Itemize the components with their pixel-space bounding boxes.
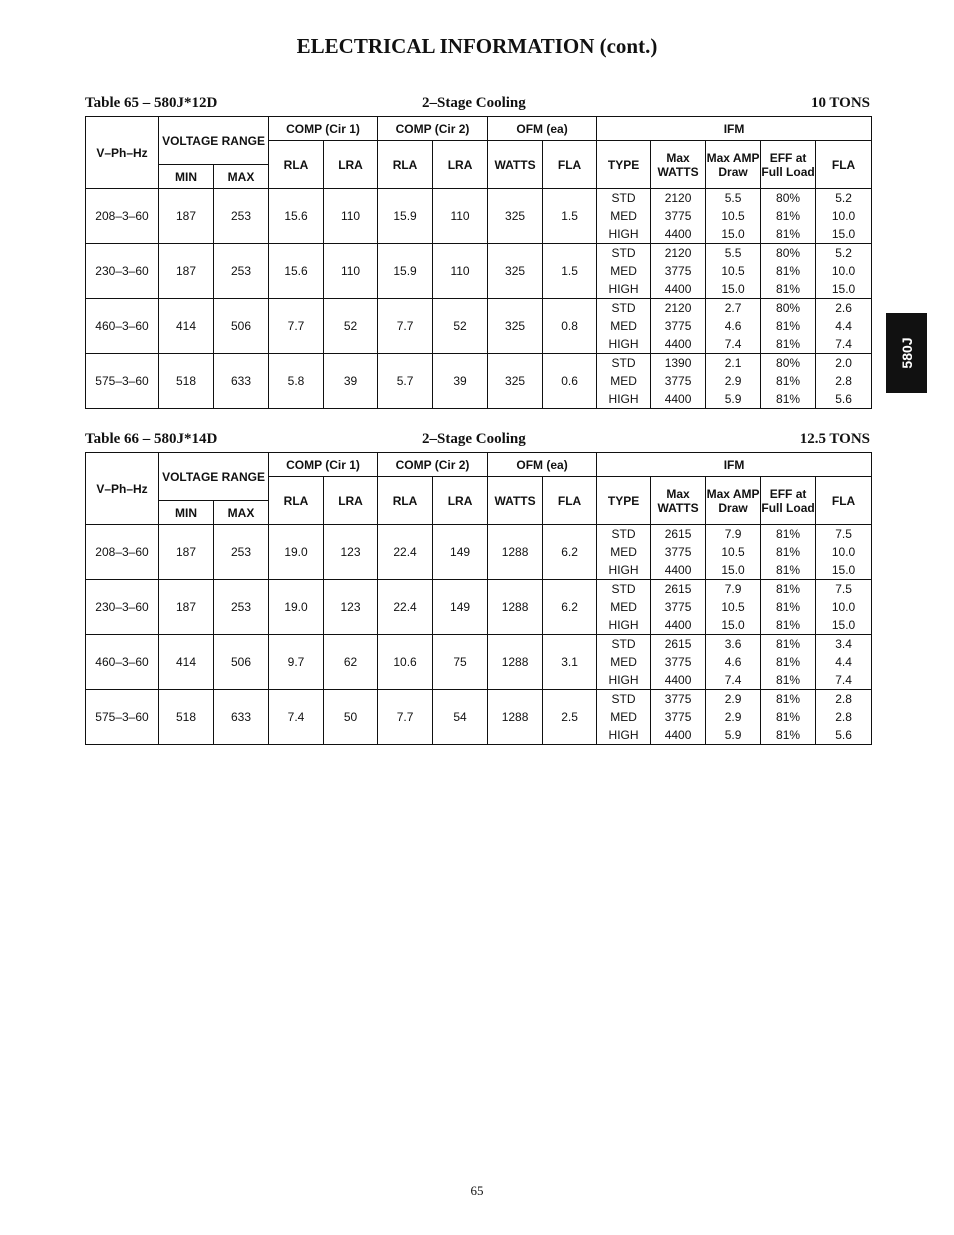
- ifm-max-watts-cell: 3775: [651, 372, 706, 390]
- ifm-max-amp-cell: 5.9: [706, 390, 761, 409]
- comp1-rla-cell: 7.4: [269, 690, 324, 745]
- ifm-fla-cell: 10.0: [816, 262, 872, 280]
- ifm-type-cell: HIGH: [597, 671, 651, 690]
- ifm-eff-cell: 80%: [761, 299, 816, 318]
- table-row: [86, 354, 872, 373]
- ifm-fla-cell: 5.2: [816, 189, 872, 208]
- comp1-lra-cell: 62: [324, 635, 378, 690]
- ofm-fla-cell: 0.8: [543, 299, 597, 354]
- ifm-eff-cell: 81%: [761, 726, 816, 745]
- comp2-rla-cell: 22.4: [378, 580, 433, 635]
- comp1-rla-cell: 15.6: [269, 189, 324, 244]
- max-voltage-cell: 253: [214, 244, 269, 299]
- ifm-fla-cell: 7.4: [816, 671, 872, 690]
- header-eff-full-load: EFF at Full Load: [761, 141, 816, 189]
- ifm-eff-cell: 81%: [761, 635, 816, 654]
- ifm-eff-cell: 81%: [761, 653, 816, 671]
- ifm-max-amp-cell: 3.6: [706, 635, 761, 654]
- table-row: [86, 690, 872, 709]
- max-voltage-cell: 633: [214, 354, 269, 409]
- ifm-max-watts-cell: 4400: [651, 616, 706, 635]
- header-watts: WATTS: [488, 141, 543, 189]
- ifm-max-amp-cell: 5.9: [706, 726, 761, 745]
- ifm-type-cell: MED: [597, 653, 651, 671]
- ifm-type-cell: STD: [597, 299, 651, 318]
- ifm-eff-cell: 81%: [761, 598, 816, 616]
- comp1-lra-cell: 52: [324, 299, 378, 354]
- ifm-max-watts-cell: 3775: [651, 653, 706, 671]
- ifm-type-cell: HIGH: [597, 335, 651, 354]
- ifm-fla-cell: 5.2: [816, 244, 872, 263]
- ifm-type-cell: STD: [597, 525, 651, 544]
- ifm-max-watts-cell: 3775: [651, 262, 706, 280]
- ifm-max-amp-cell: 7.4: [706, 671, 761, 690]
- table-caption: [85, 95, 870, 115]
- max-voltage-cell: 633: [214, 690, 269, 745]
- header-watts: WATTS: [488, 477, 543, 525]
- max-voltage-cell: 253: [214, 580, 269, 635]
- ofm-fla-cell: 1.5: [543, 244, 597, 299]
- ifm-max-amp-cell: 4.6: [706, 317, 761, 335]
- min-voltage-cell: 187: [159, 189, 214, 244]
- header-vph: V–Ph–Hz: [86, 453, 159, 525]
- ofm-watts-cell: 325: [488, 354, 543, 409]
- ifm-max-amp-cell: 7.9: [706, 525, 761, 544]
- table-caption-title: Table 65 – 580J*12D: [85, 95, 218, 111]
- ifm-fla-cell: 2.8: [816, 372, 872, 390]
- ifm-type-cell: MED: [597, 317, 651, 335]
- ofm-watts-cell: 1288: [488, 690, 543, 745]
- ifm-type-cell: STD: [597, 189, 651, 208]
- ifm-eff-cell: 81%: [761, 525, 816, 544]
- header-ofm: OFM (ea): [488, 453, 597, 477]
- comp2-lra-cell: 39: [433, 354, 488, 409]
- min-voltage-cell: 414: [159, 299, 214, 354]
- ifm-eff-cell: 81%: [761, 543, 816, 561]
- comp1-rla-cell: 7.7: [269, 299, 324, 354]
- header-voltage-range: VOLTAGE RANGE: [159, 117, 269, 165]
- ifm-fla-cell: 3.4: [816, 635, 872, 654]
- ifm-fla-cell: 10.0: [816, 543, 872, 561]
- ifm-max-amp-cell: 2.9: [706, 708, 761, 726]
- ifm-fla-cell: 2.0: [816, 354, 872, 373]
- header-type: TYPE: [597, 477, 651, 525]
- ifm-max-amp-cell: 15.0: [706, 616, 761, 635]
- ifm-fla-cell: 2.8: [816, 708, 872, 726]
- comp1-lra-cell: 123: [324, 580, 378, 635]
- header-ifm: IFM: [597, 453, 872, 477]
- ifm-fla-cell: 10.0: [816, 207, 872, 225]
- ifm-max-amp-cell: 4.6: [706, 653, 761, 671]
- ifm-type-cell: HIGH: [597, 225, 651, 244]
- ifm-eff-cell: 81%: [761, 671, 816, 690]
- header-min: MIN: [159, 501, 214, 525]
- ifm-max-amp-cell: 5.5: [706, 189, 761, 208]
- max-voltage-cell: 506: [214, 635, 269, 690]
- ifm-max-watts-cell: 2120: [651, 244, 706, 263]
- ifm-max-watts-cell: 4400: [651, 671, 706, 690]
- ifm-fla-cell: 15.0: [816, 225, 872, 244]
- comp2-lra-cell: 149: [433, 525, 488, 580]
- comp1-lra-cell: 110: [324, 189, 378, 244]
- ifm-type-cell: STD: [597, 244, 651, 263]
- ifm-max-amp-cell: 7.4: [706, 335, 761, 354]
- ifm-max-watts-cell: 1390: [651, 354, 706, 373]
- header-fla: FLA: [543, 141, 597, 189]
- min-voltage-cell: 518: [159, 354, 214, 409]
- header-vph: V–Ph–Hz: [86, 117, 159, 189]
- comp1-lra-cell: 123: [324, 525, 378, 580]
- ifm-max-watts-cell: 4400: [651, 726, 706, 745]
- ifm-type-cell: STD: [597, 635, 651, 654]
- vph-cell: 208–3–60: [86, 189, 159, 244]
- ifm-fla-cell: 15.0: [816, 616, 872, 635]
- electrical-table: [85, 452, 872, 745]
- header-eff-full-load: EFF at Full Load: [761, 477, 816, 525]
- ifm-type-cell: HIGH: [597, 280, 651, 299]
- table-caption-stage: 2–Stage Cooling: [422, 95, 526, 111]
- comp2-lra-cell: 54: [433, 690, 488, 745]
- ifm-max-watts-cell: 4400: [651, 280, 706, 299]
- table-caption-stage: 2–Stage Cooling: [422, 431, 526, 447]
- min-voltage-cell: 187: [159, 580, 214, 635]
- ifm-fla-cell: 5.6: [816, 390, 872, 409]
- ifm-fla-cell: 2.8: [816, 690, 872, 709]
- min-voltage-cell: 518: [159, 690, 214, 745]
- table-caption-title: Table 66 – 580J*14D: [85, 431, 218, 447]
- ifm-eff-cell: 81%: [761, 225, 816, 244]
- ifm-type-cell: STD: [597, 580, 651, 599]
- ifm-eff-cell: 81%: [761, 372, 816, 390]
- table-row: [86, 189, 872, 208]
- comp2-lra-cell: 110: [433, 244, 488, 299]
- comp2-rla-cell: 7.7: [378, 299, 433, 354]
- section-tab: [886, 313, 927, 393]
- header-fla: FLA: [543, 477, 597, 525]
- ifm-fla-cell: 7.5: [816, 525, 872, 544]
- ifm-eff-cell: 81%: [761, 317, 816, 335]
- ifm-fla-cell: 4.4: [816, 317, 872, 335]
- ifm-eff-cell: 80%: [761, 354, 816, 373]
- ifm-type-cell: HIGH: [597, 390, 651, 409]
- header-rla: RLA: [378, 141, 433, 189]
- ifm-max-amp-cell: 5.5: [706, 244, 761, 263]
- max-voltage-cell: 506: [214, 299, 269, 354]
- comp2-rla-cell: 10.6: [378, 635, 433, 690]
- min-voltage-cell: 187: [159, 525, 214, 580]
- ifm-max-amp-cell: 10.5: [706, 543, 761, 561]
- ifm-eff-cell: 80%: [761, 189, 816, 208]
- ifm-max-watts-cell: 3775: [651, 317, 706, 335]
- vph-cell: 575–3–60: [86, 354, 159, 409]
- header-max-amp-draw: Max AMP Draw: [706, 477, 761, 525]
- ifm-max-watts-cell: 4400: [651, 225, 706, 244]
- header-lra: LRA: [324, 477, 378, 525]
- header-ofm: OFM (ea): [488, 117, 597, 141]
- ifm-max-watts-cell: 3775: [651, 207, 706, 225]
- comp2-rla-cell: 7.7: [378, 690, 433, 745]
- ifm-max-amp-cell: 10.5: [706, 598, 761, 616]
- ifm-fla-cell: 5.6: [816, 726, 872, 745]
- ofm-fla-cell: 3.1: [543, 635, 597, 690]
- ifm-max-amp-cell: 2.1: [706, 354, 761, 373]
- ifm-max-watts-cell: 3775: [651, 708, 706, 726]
- ifm-max-watts-cell: 4400: [651, 390, 706, 409]
- ifm-type-cell: HIGH: [597, 561, 651, 580]
- header-rla: RLA: [269, 477, 324, 525]
- ifm-type-cell: MED: [597, 598, 651, 616]
- vph-cell: 575–3–60: [86, 690, 159, 745]
- min-voltage-cell: 187: [159, 244, 214, 299]
- table-row: [86, 525, 872, 544]
- table-caption: [85, 431, 870, 451]
- header-comp-cir1: COMP (Cir 1): [269, 117, 378, 141]
- table-row: [86, 244, 872, 263]
- table-row: [86, 580, 872, 599]
- ifm-max-watts-cell: 2120: [651, 299, 706, 318]
- comp1-lra-cell: 39: [324, 354, 378, 409]
- ifm-eff-cell: 80%: [761, 244, 816, 263]
- ofm-fla-cell: 6.2: [543, 580, 597, 635]
- ifm-eff-cell: 81%: [761, 616, 816, 635]
- ifm-type-cell: HIGH: [597, 726, 651, 745]
- ifm-type-cell: MED: [597, 708, 651, 726]
- comp2-lra-cell: 110: [433, 189, 488, 244]
- ifm-eff-cell: 81%: [761, 561, 816, 580]
- header-max-amp-draw: Max AMP Draw: [706, 141, 761, 189]
- ofm-watts-cell: 325: [488, 299, 543, 354]
- ifm-max-watts-cell: 2615: [651, 635, 706, 654]
- comp1-rla-cell: 19.0: [269, 525, 324, 580]
- ifm-max-amp-cell: 2.7: [706, 299, 761, 318]
- page-title: ELECTRICAL INFORMATION (cont.): [296, 34, 658, 58]
- comp1-rla-cell: 9.7: [269, 635, 324, 690]
- section-tab-label: 580J: [898, 337, 915, 369]
- comp1-rla-cell: 19.0: [269, 580, 324, 635]
- ifm-max-watts-cell: 2615: [651, 525, 706, 544]
- ofm-watts-cell: 325: [488, 189, 543, 244]
- max-voltage-cell: 253: [214, 189, 269, 244]
- comp1-lra-cell: 50: [324, 690, 378, 745]
- ifm-type-cell: MED: [597, 262, 651, 280]
- comp1-rla-cell: 5.8: [269, 354, 324, 409]
- ifm-max-watts-cell: 3775: [651, 598, 706, 616]
- header-rla: RLA: [269, 141, 324, 189]
- comp1-rla-cell: 15.6: [269, 244, 324, 299]
- ifm-max-amp-cell: 7.9: [706, 580, 761, 599]
- header-fla: FLA: [816, 477, 872, 525]
- header-lra: LRA: [433, 141, 488, 189]
- ifm-type-cell: MED: [597, 207, 651, 225]
- ifm-type-cell: HIGH: [597, 616, 651, 635]
- ifm-fla-cell: 4.4: [816, 653, 872, 671]
- ifm-max-watts-cell: 3775: [651, 543, 706, 561]
- ifm-eff-cell: 81%: [761, 580, 816, 599]
- comp2-rla-cell: 5.7: [378, 354, 433, 409]
- header-max: MAX: [214, 165, 269, 189]
- comp2-rla-cell: 15.9: [378, 189, 433, 244]
- ifm-fla-cell: 15.0: [816, 561, 872, 580]
- header-comp-cir2: COMP (Cir 2): [378, 453, 488, 477]
- ifm-fla-cell: 7.4: [816, 335, 872, 354]
- header-lra: LRA: [433, 477, 488, 525]
- ifm-max-amp-cell: 15.0: [706, 561, 761, 580]
- ifm-fla-cell: 10.0: [816, 598, 872, 616]
- ifm-eff-cell: 81%: [761, 262, 816, 280]
- vph-cell: 460–3–60: [86, 299, 159, 354]
- header-min: MIN: [159, 165, 214, 189]
- ifm-eff-cell: 81%: [761, 335, 816, 354]
- table-caption-tons: 10 TONS: [810, 95, 870, 111]
- comp2-lra-cell: 75: [433, 635, 488, 690]
- header-comp-cir1: COMP (Cir 1): [269, 453, 378, 477]
- ofm-fla-cell: 0.6: [543, 354, 597, 409]
- header-comp-cir2: COMP (Cir 2): [378, 117, 488, 141]
- ifm-type-cell: STD: [597, 354, 651, 373]
- header-max-watts: Max WATTS: [651, 477, 706, 525]
- vph-cell: 230–3–60: [86, 244, 159, 299]
- header-type: TYPE: [597, 141, 651, 189]
- header-ifm: IFM: [597, 117, 872, 141]
- header-fla: FLA: [816, 141, 872, 189]
- comp2-rla-cell: 22.4: [378, 525, 433, 580]
- ifm-type-cell: MED: [597, 543, 651, 561]
- ifm-max-watts-cell: 4400: [651, 561, 706, 580]
- vph-cell: 230–3–60: [86, 580, 159, 635]
- electrical-table: [85, 116, 872, 409]
- min-voltage-cell: 414: [159, 635, 214, 690]
- comp2-rla-cell: 15.9: [378, 244, 433, 299]
- comp2-lra-cell: 52: [433, 299, 488, 354]
- vph-cell: 208–3–60: [86, 525, 159, 580]
- ifm-fla-cell: 7.5: [816, 580, 872, 599]
- comp1-lra-cell: 110: [324, 244, 378, 299]
- ifm-max-watts-cell: 3775: [651, 690, 706, 709]
- ifm-eff-cell: 81%: [761, 280, 816, 299]
- ofm-watts-cell: 325: [488, 244, 543, 299]
- ifm-max-amp-cell: 10.5: [706, 262, 761, 280]
- table-row: [86, 299, 872, 318]
- ifm-max-amp-cell: 15.0: [706, 280, 761, 299]
- ofm-fla-cell: 6.2: [543, 525, 597, 580]
- ifm-max-amp-cell: 2.9: [706, 690, 761, 709]
- ifm-type-cell: STD: [597, 690, 651, 709]
- table-caption-tons: 12.5 TONS: [799, 431, 870, 447]
- ifm-fla-cell: 2.6: [816, 299, 872, 318]
- ofm-watts-cell: 1288: [488, 635, 543, 690]
- ifm-max-amp-cell: 2.9: [706, 372, 761, 390]
- ifm-type-cell: MED: [597, 372, 651, 390]
- vph-cell: 460–3–60: [86, 635, 159, 690]
- ifm-max-amp-cell: 10.5: [706, 207, 761, 225]
- ifm-eff-cell: 81%: [761, 207, 816, 225]
- header-lra: LRA: [324, 141, 378, 189]
- ofm-fla-cell: 2.5: [543, 690, 597, 745]
- max-voltage-cell: 253: [214, 525, 269, 580]
- ifm-max-watts-cell: 2120: [651, 189, 706, 208]
- ofm-watts-cell: 1288: [488, 580, 543, 635]
- header-rla: RLA: [378, 477, 433, 525]
- ifm-eff-cell: 81%: [761, 690, 816, 709]
- page-number: 65: [470, 1183, 484, 1198]
- ifm-max-amp-cell: 15.0: [706, 225, 761, 244]
- comp2-lra-cell: 149: [433, 580, 488, 635]
- header-voltage-range: VOLTAGE RANGE: [159, 453, 269, 501]
- ifm-eff-cell: 81%: [761, 708, 816, 726]
- ifm-fla-cell: 15.0: [816, 280, 872, 299]
- ifm-eff-cell: 81%: [761, 390, 816, 409]
- ofm-fla-cell: 1.5: [543, 189, 597, 244]
- table-row: [86, 635, 872, 654]
- ofm-watts-cell: 1288: [488, 525, 543, 580]
- header-max: MAX: [214, 501, 269, 525]
- ifm-max-watts-cell: 2615: [651, 580, 706, 599]
- ifm-max-watts-cell: 4400: [651, 335, 706, 354]
- header-max-watts: Max WATTS: [651, 141, 706, 189]
